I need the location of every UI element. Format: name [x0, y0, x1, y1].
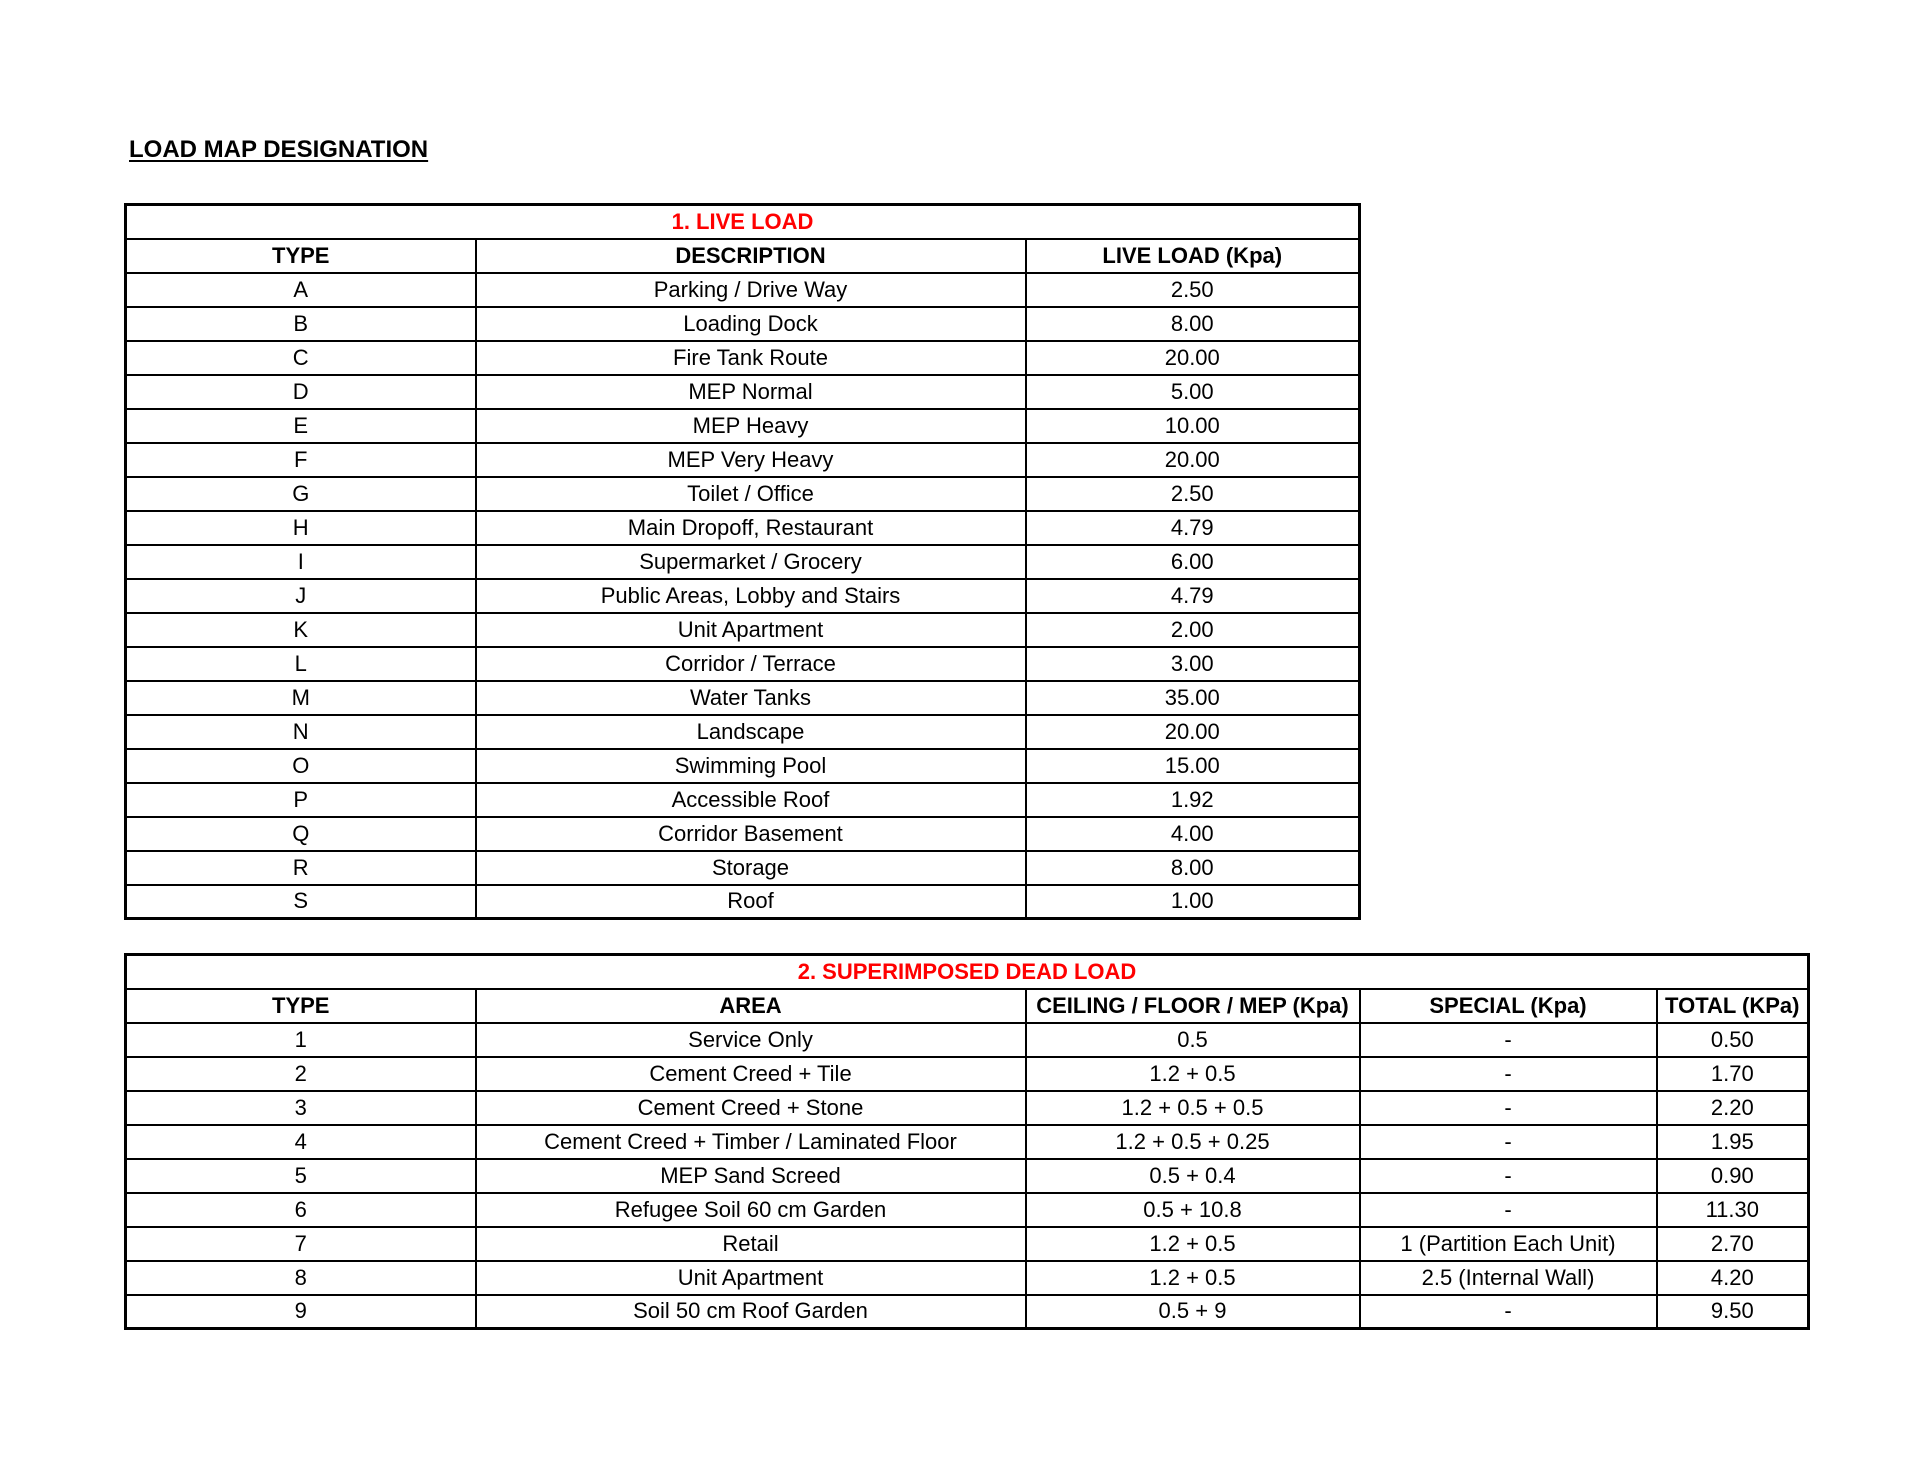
cell-total: 0.50	[1657, 1023, 1809, 1057]
cell-live-load: 1.00	[1026, 885, 1360, 919]
cell-live-load: 8.00	[1026, 851, 1360, 885]
cell-ceiling-floor-mep: 0.5 + 10.8	[1026, 1193, 1360, 1227]
page-title: LOAD MAP DESIGNATION	[129, 136, 429, 163]
table-row	[126, 817, 1360, 851]
cell-ceiling-floor-mep: 0.5	[1026, 1023, 1360, 1057]
cell-area: Service Only	[476, 1023, 1026, 1057]
cell-area: Soil 50 cm Roof Garden	[476, 1295, 1026, 1329]
cell-description: Loading Dock	[476, 307, 1026, 341]
table-row	[126, 273, 1360, 307]
cell-live-load: 8.00	[1026, 307, 1360, 341]
table-row	[126, 579, 1360, 613]
superimposed-dead-load-table	[124, 953, 1810, 1330]
cell-type: F	[126, 443, 476, 477]
cell-description: Swimming Pool	[476, 749, 1026, 783]
table-row	[126, 783, 1360, 817]
cell-area: Cement Creed + Tile	[476, 1057, 1026, 1091]
cell-description: MEP Very Heavy	[476, 443, 1026, 477]
table-row	[126, 851, 1360, 885]
cell-ceiling-floor-mep: 1.2 + 0.5	[1026, 1057, 1360, 1091]
cell-live-load: 15.00	[1026, 749, 1360, 783]
cell-type: G	[126, 477, 476, 511]
cell-total: 2.70	[1657, 1227, 1809, 1261]
cell-special: -	[1360, 1057, 1657, 1091]
cell-type: 6	[126, 1193, 476, 1227]
live-load-table	[124, 203, 1361, 920]
column-header-area: AREA	[476, 989, 1026, 1023]
table-row	[126, 1295, 1809, 1329]
table-row	[126, 1227, 1809, 1261]
column-header-special: SPECIAL (Kpa)	[1360, 989, 1657, 1023]
table-row	[126, 1261, 1809, 1295]
table-row	[126, 307, 1360, 341]
cell-description: Roof	[476, 885, 1026, 919]
cell-ceiling-floor-mep: 1.2 + 0.5	[1026, 1261, 1360, 1295]
cell-ceiling-floor-mep: 0.5 + 9	[1026, 1295, 1360, 1329]
table-row	[126, 443, 1360, 477]
cell-live-load: 2.00	[1026, 613, 1360, 647]
dead-load-header-row	[126, 989, 1809, 1023]
cell-total: 9.50	[1657, 1295, 1809, 1329]
column-header-type: TYPE	[126, 989, 476, 1023]
cell-type: R	[126, 851, 476, 885]
cell-type: S	[126, 885, 476, 919]
cell-special: -	[1360, 1125, 1657, 1159]
cell-type: 2	[126, 1057, 476, 1091]
cell-total: 1.95	[1657, 1125, 1809, 1159]
table-row	[126, 341, 1360, 375]
cell-total: 2.20	[1657, 1091, 1809, 1125]
cell-type: K	[126, 613, 476, 647]
cell-description: MEP Normal	[476, 375, 1026, 409]
cell-description: Fire Tank Route	[476, 341, 1026, 375]
cell-special: -	[1360, 1091, 1657, 1125]
cell-area: MEP Sand Screed	[476, 1159, 1026, 1193]
cell-type: 5	[126, 1159, 476, 1193]
cell-area: Cement Creed + Timber / Laminated Floor	[476, 1125, 1026, 1159]
cell-type: 4	[126, 1125, 476, 1159]
cell-special: -	[1360, 1193, 1657, 1227]
cell-type: Q	[126, 817, 476, 851]
cell-type: C	[126, 341, 476, 375]
cell-special: -	[1360, 1159, 1657, 1193]
cell-live-load: 4.00	[1026, 817, 1360, 851]
cell-special: -	[1360, 1023, 1657, 1057]
cell-live-load: 10.00	[1026, 409, 1360, 443]
cell-area: Unit Apartment	[476, 1261, 1026, 1295]
cell-type: D	[126, 375, 476, 409]
cell-live-load: 4.79	[1026, 579, 1360, 613]
cell-live-load: 3.00	[1026, 647, 1360, 681]
column-header-live-load: LIVE LOAD (Kpa)	[1026, 239, 1360, 273]
cell-type: M	[126, 681, 476, 715]
cell-live-load: 6.00	[1026, 545, 1360, 579]
cell-description: Supermarket / Grocery	[476, 545, 1026, 579]
cell-total: 4.20	[1657, 1261, 1809, 1295]
cell-type: H	[126, 511, 476, 545]
cell-area: Cement Creed + Stone	[476, 1091, 1026, 1125]
table-row	[126, 1125, 1809, 1159]
table-row	[126, 409, 1360, 443]
table-row	[126, 1091, 1809, 1125]
cell-description: MEP Heavy	[476, 409, 1026, 443]
cell-type: 7	[126, 1227, 476, 1261]
dead-load-title-row	[126, 955, 1809, 989]
table-row	[126, 1057, 1809, 1091]
dead-load-section-title: 2. SUPERIMPOSED DEAD LOAD	[126, 955, 1809, 989]
cell-type: 1	[126, 1023, 476, 1057]
table-row	[126, 375, 1360, 409]
column-header-description: DESCRIPTION	[476, 239, 1026, 273]
cell-type: 8	[126, 1261, 476, 1295]
cell-description: Landscape	[476, 715, 1026, 749]
live-load-section-title: 1. LIVE LOAD	[126, 205, 1360, 239]
table-row	[126, 715, 1360, 749]
cell-ceiling-floor-mep: 0.5 + 0.4	[1026, 1159, 1360, 1193]
cell-live-load: 20.00	[1026, 715, 1360, 749]
cell-live-load: 2.50	[1026, 273, 1360, 307]
cell-total: 0.90	[1657, 1159, 1809, 1193]
cell-type: A	[126, 273, 476, 307]
cell-total: 1.70	[1657, 1057, 1809, 1091]
table-row	[126, 477, 1360, 511]
cell-type: I	[126, 545, 476, 579]
table-row	[126, 511, 1360, 545]
live-load-title-row	[126, 205, 1360, 239]
cell-type: P	[126, 783, 476, 817]
column-header-ceiling-floor-mep: CEILING / FLOOR / MEP (Kpa)	[1026, 989, 1360, 1023]
cell-ceiling-floor-mep: 1.2 + 0.5 + 0.25	[1026, 1125, 1360, 1159]
cell-type: B	[126, 307, 476, 341]
cell-live-load: 20.00	[1026, 341, 1360, 375]
cell-live-load: 20.00	[1026, 443, 1360, 477]
cell-description: Unit Apartment	[476, 613, 1026, 647]
cell-live-load: 35.00	[1026, 681, 1360, 715]
cell-special: 1 (Partition Each Unit)	[1360, 1227, 1657, 1261]
table-row	[126, 1193, 1809, 1227]
cell-live-load: 4.79	[1026, 511, 1360, 545]
cell-type: N	[126, 715, 476, 749]
cell-description: Main Dropoff, Restaurant	[476, 511, 1026, 545]
cell-description: Corridor / Terrace	[476, 647, 1026, 681]
cell-total: 11.30	[1657, 1193, 1809, 1227]
live-load-header-row	[126, 239, 1360, 273]
table-row	[126, 749, 1360, 783]
cell-description: Toilet / Office	[476, 477, 1026, 511]
column-header-type: TYPE	[126, 239, 476, 273]
cell-area: Retail	[476, 1227, 1026, 1261]
cell-description: Parking / Drive Way	[476, 273, 1026, 307]
table-row	[126, 681, 1360, 715]
table-row	[126, 1023, 1809, 1057]
cell-type: 3	[126, 1091, 476, 1125]
cell-type: 9	[126, 1295, 476, 1329]
cell-ceiling-floor-mep: 1.2 + 0.5 + 0.5	[1026, 1091, 1360, 1125]
cell-area: Refugee Soil 60 cm Garden	[476, 1193, 1026, 1227]
table-row	[126, 885, 1360, 919]
cell-live-load: 5.00	[1026, 375, 1360, 409]
cell-live-load: 2.50	[1026, 477, 1360, 511]
cell-ceiling-floor-mep: 1.2 + 0.5	[1026, 1227, 1360, 1261]
cell-type: E	[126, 409, 476, 443]
cell-special: 2.5 (Internal Wall)	[1360, 1261, 1657, 1295]
table-row	[126, 1159, 1809, 1193]
cell-special: -	[1360, 1295, 1657, 1329]
table-row	[126, 613, 1360, 647]
cell-description: Public Areas, Lobby and Stairs	[476, 579, 1026, 613]
cell-type: O	[126, 749, 476, 783]
cell-live-load: 1.92	[1026, 783, 1360, 817]
cell-type: L	[126, 647, 476, 681]
cell-description: Water Tanks	[476, 681, 1026, 715]
table-row	[126, 545, 1360, 579]
table-row	[126, 647, 1360, 681]
column-header-total: TOTAL (KPa)	[1657, 989, 1809, 1023]
cell-type: J	[126, 579, 476, 613]
cell-description: Accessible Roof	[476, 783, 1026, 817]
cell-description: Storage	[476, 851, 1026, 885]
cell-description: Corridor Basement	[476, 817, 1026, 851]
